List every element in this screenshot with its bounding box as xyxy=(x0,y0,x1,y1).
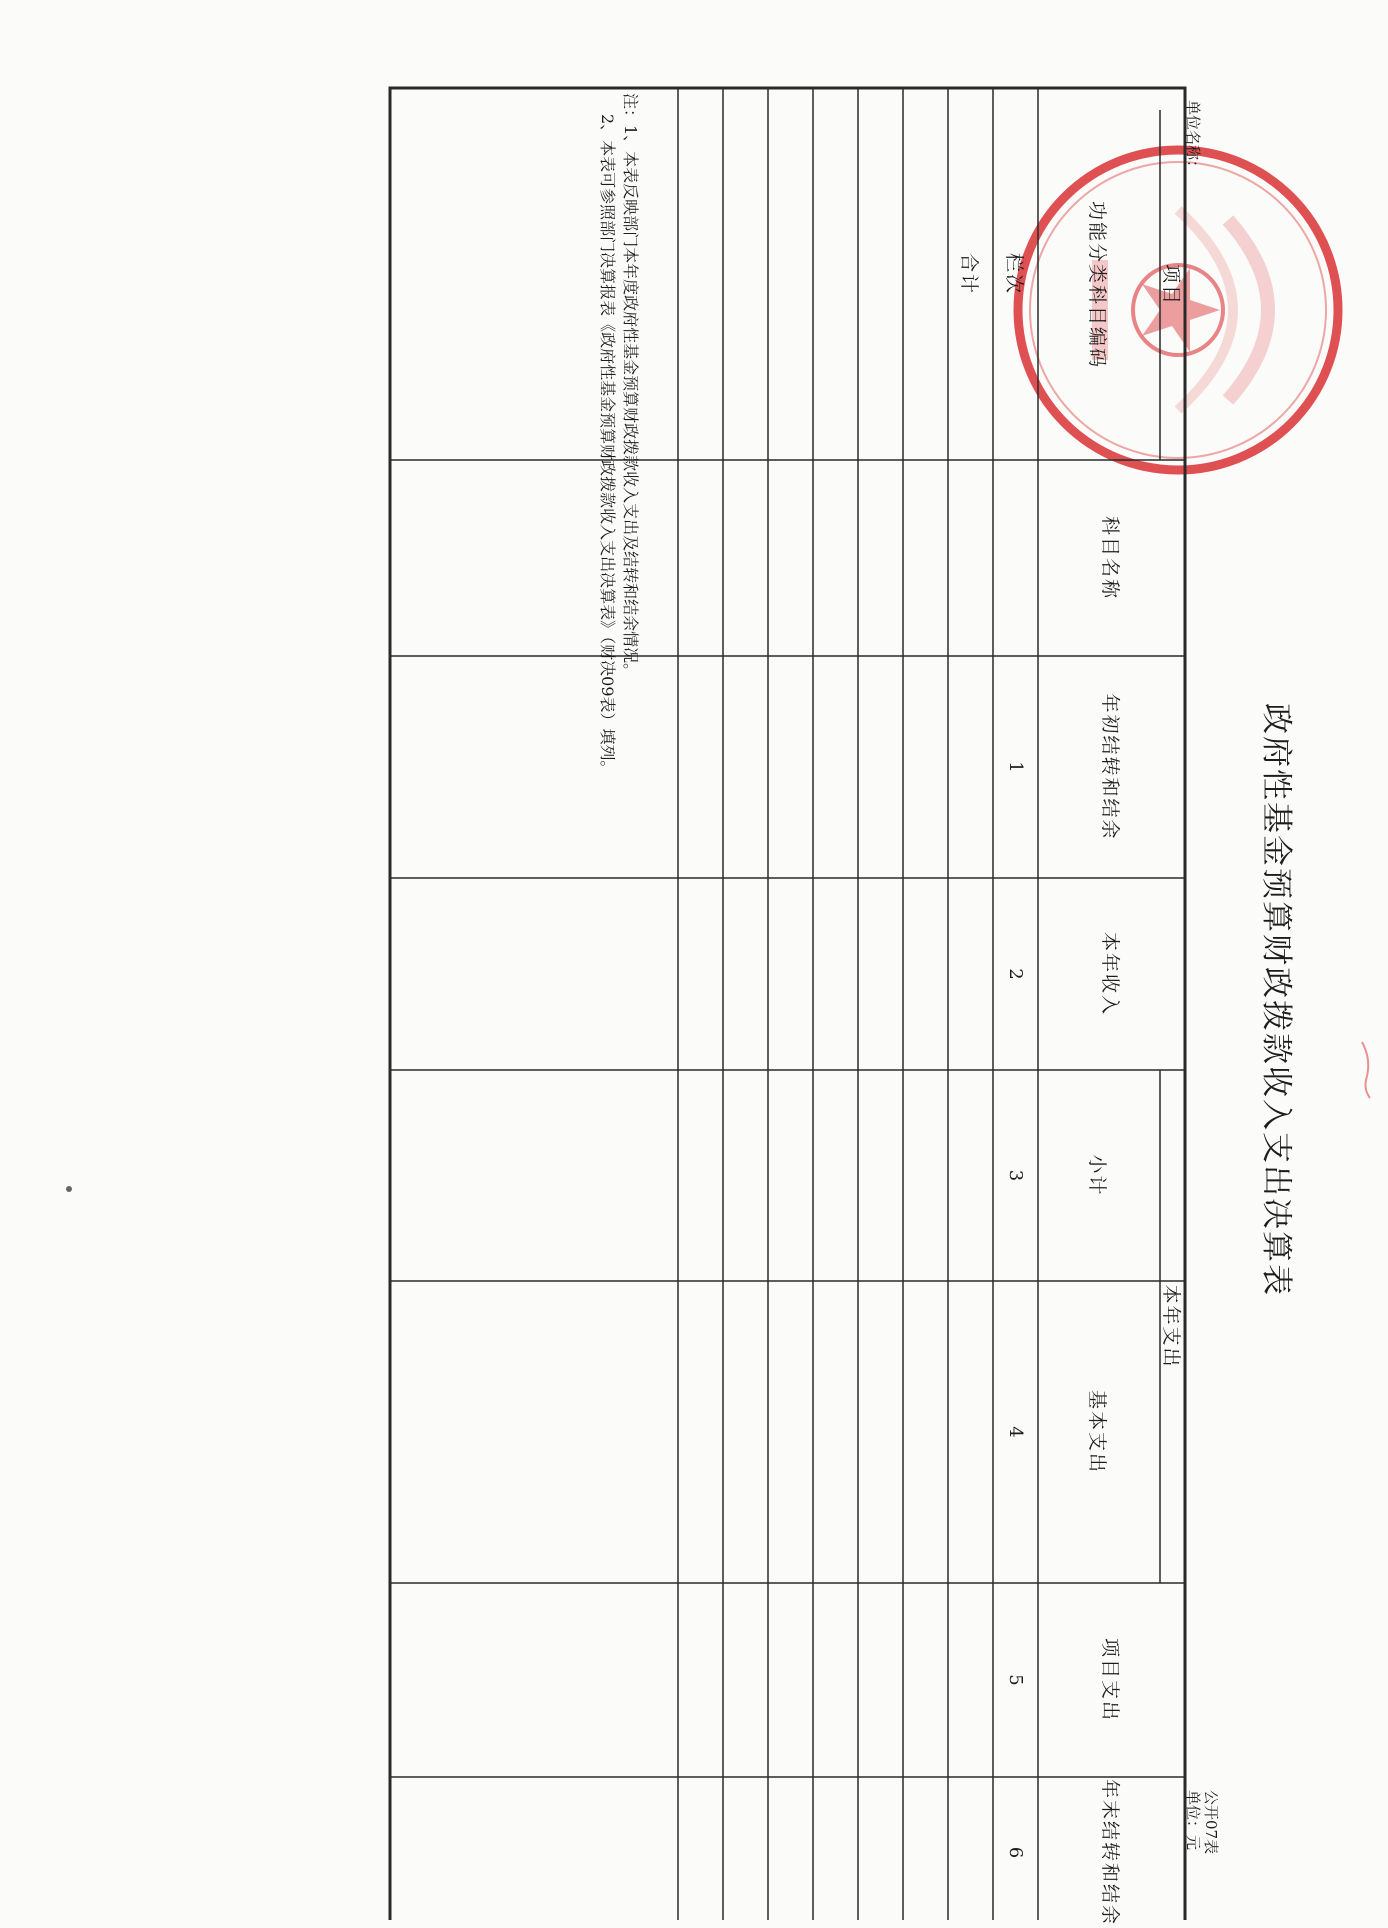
header-closing-balance: 年末结转和结余 xyxy=(1099,1778,1121,1926)
header-expenditure-group: 本年支出 xyxy=(1160,1284,1182,1369)
header-subtotal: 小计 xyxy=(1086,1154,1109,1197)
row-label-total: 合计 xyxy=(958,252,980,295)
header-subject-name: 科目名称 xyxy=(1099,515,1121,600)
column-number-1: 1 xyxy=(1005,761,1026,773)
column-number-2: 2 xyxy=(1005,968,1026,980)
header-project: 项目支出 xyxy=(1099,1637,1121,1722)
unit-label: 单位：元 xyxy=(1184,1790,1202,1851)
page-title: 政府性基金预算财政拨款收入支出决算表 xyxy=(1258,703,1294,1297)
column-number-3: 3 xyxy=(1005,1169,1026,1182)
org-name-label: 单位名称： xyxy=(1184,100,1202,176)
column-number-5: 5 xyxy=(1005,1674,1026,1686)
scan-speck xyxy=(66,1186,72,1192)
header-func-code: 功能分类科目编码 xyxy=(1086,200,1109,369)
row-label-column-no: 栏次 xyxy=(1003,252,1025,295)
form-code: 公开07表 xyxy=(1202,1790,1220,1855)
header-income: 本年收入 xyxy=(1099,931,1121,1016)
column-number-6: 6 xyxy=(1005,1846,1026,1859)
header-basic: 基本支出 xyxy=(1086,1389,1109,1474)
column-number-4: 4 xyxy=(1005,1426,1026,1438)
note-1: 注：1、本表反映部门本年度政府性基金预算财政拨款收入支出及结转和结余情况。 xyxy=(621,93,640,680)
header-item: 项目 xyxy=(1160,263,1182,306)
note-2: 2、本表可参照部门决算报表《政府性基金预算财政拨款收入支出决算表》（财决09表）填列。 xyxy=(598,114,617,777)
header-opening-balance: 年初结转和结余 xyxy=(1099,693,1121,841)
